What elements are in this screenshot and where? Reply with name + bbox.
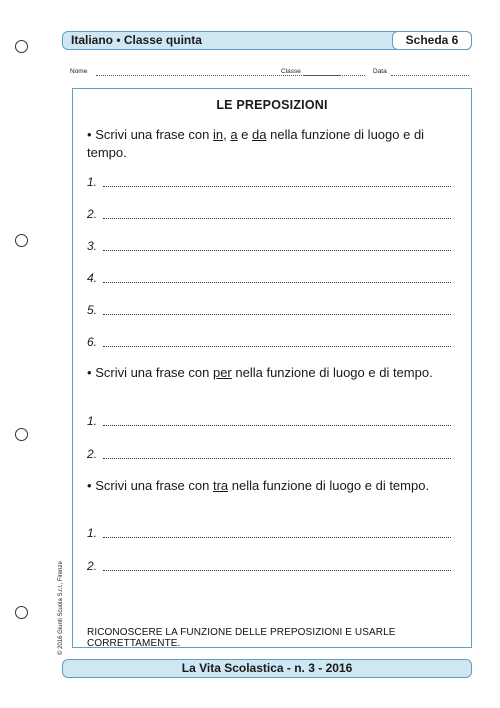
answer-line[interactable] [87,526,451,540]
class-field[interactable] [303,68,365,76]
dotted-line [103,314,451,315]
instruction-text: nella funzione di luogo e di tempo. [87,127,425,160]
answer-line[interactable] [87,207,451,221]
dotted-line [103,218,451,219]
instruction-3 [87,477,457,495]
instruction-text: Scrivi una frase con [95,365,213,380]
subject-label: Italiano • Classe quinta [71,33,202,47]
dotted-line [103,570,451,571]
instruction-text: Scrivi una frase con [95,127,213,142]
dotted-line [103,537,451,538]
answer-line[interactable] [87,414,451,428]
line-number: 5. [87,303,98,317]
header-bar [62,31,472,50]
dotted-line [103,250,451,251]
student-info-row [70,68,470,80]
dotted-line [103,346,451,347]
worksheet-frame [72,88,472,648]
instruction-1 [87,126,457,162]
line-number: 1. [87,526,98,540]
preposition-tra: tra [212,478,229,493]
preposition-a: a [230,127,238,142]
separator: e [237,127,253,142]
instruction-text: nella funzione di luogo e di tempo. [231,365,433,380]
answer-line[interactable] [87,335,451,349]
line-number: 1. [87,414,98,428]
name-label: Nome [70,68,88,75]
answer-line[interactable] [87,447,451,461]
answer-line[interactable] [87,271,451,285]
learning-objective: RICONOSCERE LA FUNZIONE DELLE PREPOSIZIONI E USARLE CORRETTAMENTE. [87,627,396,649]
copyright-notice: © 2016 Giunti Scuola S.r.l., Firenze [58,561,64,655]
dotted-line [103,425,451,426]
binder-hole [15,40,28,53]
line-number: 3. [87,239,98,253]
class-label: Classe [281,68,301,75]
binder-hole [15,428,28,441]
line-number: 2. [87,447,98,461]
answer-line[interactable] [87,559,451,573]
preposition-per: per [212,365,232,380]
answer-line[interactable] [87,303,451,317]
preposition-da: da [252,127,267,142]
answer-line[interactable] [87,175,451,189]
bullet: • [87,127,92,142]
worksheet-title: LE PREPOSIZIONI [216,98,328,112]
dotted-line [103,282,451,283]
date-field[interactable] [391,68,469,76]
line-number: 4. [87,271,98,285]
dotted-line [103,458,451,459]
line-number: 2. [87,207,98,221]
dotted-line [103,186,451,187]
answer-line[interactable] [87,239,451,253]
instruction-2 [87,364,457,382]
bullet: • [87,478,92,493]
sheet-number: Scheda 6 [392,31,472,50]
line-number: 6. [87,335,98,349]
line-number: 1. [87,175,98,189]
date-label: Data [373,68,387,75]
binder-hole [15,606,28,619]
preposition-in: in [212,127,224,142]
publication-footer: La Vita Scolastica - n. 3 - 2016 [62,659,472,678]
binder-hole [15,234,28,247]
bullet: • [87,365,92,380]
line-number: 2. [87,559,98,573]
separator: , [223,127,231,142]
instruction-text: Scrivi una frase con [95,478,213,493]
instruction-text: nella funzione di luogo e di tempo. [228,478,430,493]
